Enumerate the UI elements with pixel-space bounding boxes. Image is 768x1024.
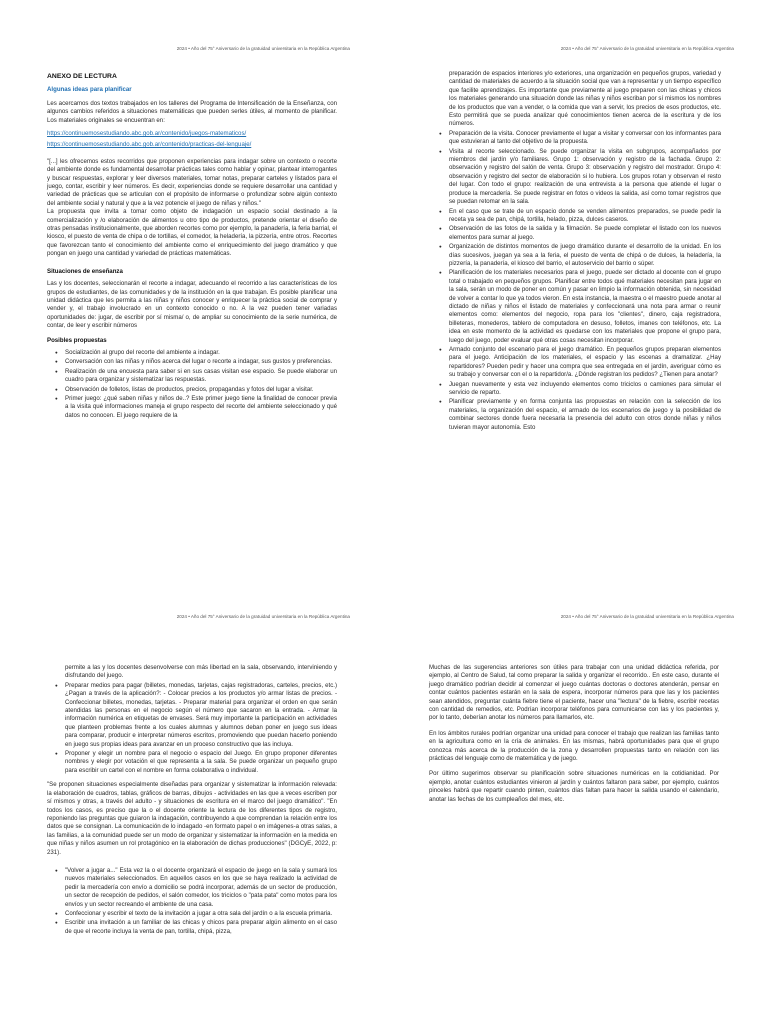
list-item: ● Proponer y elegir un nombre para el negocio o espacio del Juego. En grupo proponer diferentes nombres y elegir por votación el que representa a la sala. Se puede organizar un pequeño grupo para escribir un cartel con el nombre en forma colaborativa o individual. xyxy=(47,750,337,775)
list-item: ● En el caso que se trate de un espacio donde se venden alimentos preparados, se puede pedir la receta ya sea de pan, chipá, tortilla, helado, pizza, dulces caseros. xyxy=(431,208,721,225)
document-page-4 xyxy=(384,512,768,1024)
document-subtitle: Algunas ideas para planificar xyxy=(47,86,132,94)
list-item: ● Armado conjunto del escenario para el juego dramático. En pequeños grupos preparan elementos para el juego. Anticipación de los materiales, el espacio y las escenas a dramatizar. ¿Hay repartidores? Pueden pedir y hacer una compra que sea entregada en el jardín, averiguar cómo es su trabajo y conversar con el o la repartidor/a. ¿Dónde registran los pedidos? ¿Tienen para anotar? xyxy=(431,346,721,380)
document-page-1 xyxy=(0,0,384,512)
quote-paragraph: "[...] les ofrecemos estos recorridos que proponen experiencias para indagar sobre un contexto o recorte del ambiente donde es fundamental desarrollar prácticas tales como hablar y opinar, plantear interrogantes y buscar respuestas, explorar y leer diversos materiales, tomar notas, preparar carteles y listados para el juego, contar, escribir y leer números. Es decir, experiencias donde se requiere desarrollar una cantidad y variedad de prácticas que se articulan con el propósito de informarse o profundizar sobre algún contexto del ambiente social y natural y que a la vez potencie el juego de niñas y niños." xyxy=(47,157,337,207)
proposals-list xyxy=(431,130,721,432)
situations-heading: Situaciones de enseñanza xyxy=(47,267,123,275)
continuation-paragraph: preparación de espacios interiores y/o exteriores, una organización en pequeños grupos, variedad y cantidad de materiales de acuerdo a la situación social que van a representar y un tiempo específico que facilite aprendizajes. Es importante que previamente al juego preparen con las chicas y chicos los materiales generando una situación donde las niñas y niños escriban por sí mismos los nombres de los productos que van a vender, o la comida que van a servir, los precios de esos productos, etc. Esto permitirá que se pueda analizar qué conocimientos tienen acerca de la escritura y de los números. xyxy=(449,70,721,128)
list-item: ● Conversación con las niñas y niños acerca del lugar o recorte a indagar, sus gustos y preferencias. xyxy=(47,358,337,366)
proposals-list-2 xyxy=(47,867,337,936)
link-practicas-del-lenguaje[interactable]: https://continuemosestudiando.abc.gob.ar/contenido/practicas-del-lenguaje/ xyxy=(47,141,252,149)
page-body xyxy=(47,664,337,937)
page-body xyxy=(431,70,721,433)
list-item: ● "Volver a jugar a..." Esta vez la o el docente organizará el espacio de juego en la sala y sumará los nuevos materiales seleccionados. En aquellos casos en los que se haya realizado la actividad de pedir la mercadería con envío a domicilio se podrá incorporar, además de un sector de producción, un sector de recepción de pedidos, el salón comedor, los triciclos o "pata pata" como motos para los envíos y un sector recreando el ambiente de una casa. xyxy=(47,867,337,909)
list-item: ● Organización de distintos momentos de juego dramático durante el desarrollo de la unidad. En los días sucesivos, juegan ya sea a la feria, el puesto de venta de chipá o de dulces, la heladería, la pizzería, la panadería, el kiosco del barrio, el autoservicio del barrio o súper. xyxy=(431,243,721,268)
page-body xyxy=(47,72,337,421)
list-item: ● Visita al recorte seleccionado. Se puede organizar la visita en subgrupos, acompañados por miembros del jardín y/o familiares. Grupo 1: observación y registro de la fachada. Grupo 2: observación y registro del salón de venta. Grupo 3: observación y registro del mostrador. Grupo 4: observación y registro del sector de elaboración si lo hubiera. Los grupos rotan y observan el resto del lugar. Con todo el grupo: realización de una entrevista a la persona que atiende el lugar o produce la mercadería. Se puede registrar en fotos o videos la salida, así como tomar registros que se puedan retomar en la sala. xyxy=(431,148,721,207)
page-header: 2024 • Año del 75° Aniversario de la gratuidad universitaria en la República Argentina xyxy=(560,46,734,51)
rural-paragraph: En los ámbitos rurales podrían organizar una unidad para conocer el trabajo que realizan las familias tanto en la agricultura como en la cría de animales. En las mismas, habrá oportunidades para que el grupo conozca más acerca de la producción de la zona y desarrollen propuestas tanto en relación con las prácticas del lenguaje como de matemática y de juego. xyxy=(429,729,719,763)
proposals-list xyxy=(47,349,337,420)
document-title: ANEXO DE LECTURA xyxy=(47,73,117,80)
list-item: ● Escribir una invitación a un familiar de las chicas y chicos para preparar algún alimento en el caso de que el recorte incluya la venta de pan, tortilla, chipá, pizza, xyxy=(47,919,337,936)
daily-numbers-paragraph: Por último sugerimos observar su planificación sobre situaciones numéricas en la cotidianidad. Por ejemplo, anotar cuántos estudiantes vinieron al jardín y cuántos faltaron para saber, por ejemplo, cuántos pinceles habrá que repartir cuando pinten, cuántos días faltan para hacer la salida usando el calendario, anotar las fechas de los cumpleaños del mes, etc. xyxy=(429,770,719,803)
list-item: ● Observación de folletos, listas de productos, precios, propagandas y fotos del lugar a visitar. xyxy=(47,386,337,394)
intro-paragraph: Les acercamos dos textos trabajados en los talleres del Programa de Intensificación de la Enseñanza, con algunos cambios referidos a situaciones matemáticas que pueden serles útiles, al momento de planificar. Los materiales originales se encuentran en: xyxy=(47,99,337,124)
health-center-paragraph: Muchas de las sugerencias anteriores son útiles para trabajar con una unidad didáctica referida, por ejemplo, al Centro de Salud, tal como preparar la salida y organizar el recorrido.. En este caso, durante el juego dramático podrían decidir al comenzar el juego cuántas doctoras o doctores atenderán, pensar en contar cuántos pacientes estarán en la sala de espera, incorporar números para que las y los pacientes sean atendidos, preguntar cuánta fiebre tiene el paciente, hacer una "lectura" de la fiebre, escribir recetas con cantidad de remedios, etc. Podrían incorporar teléfonos para comunicarse con las y los pacientes y, por lo tanto, deberían anotar los números para llamarlos, etc. xyxy=(429,664,719,722)
list-item: ● Socialización al grupo del recorte del ambiente a indagar. xyxy=(47,349,337,357)
list-item: ● Planificación de los materiales necesarios para el juego, puede ser dictado al docente con el grupo total o trabajado en pequeños grupos. Planificar entre todos qué materiales necesitan para jugar en la sala, serán un modo de poner en común y pasar en limpio la información obtenida, sin necesidad de volver a contar lo que ya todos vieron. En esta instancia, la maestra o el maestro puede anotar al dictado de niñas y niños el listado de materiales y confeccionará una nota para armar o reunir elementos como: elementos del negocio, ropa para los "clientes", dinero, caja registradora, billeteras, monederos, tablero de computadora en desuso, folletos, imanes con teléfonos, etc. La idea en este momento de la actividad es quedarse con los materiales que propone el grupo para, luego del juego, poder evaluar qué otras cosas necesitan incorporar. xyxy=(431,269,721,345)
page-header: 2024 • Año del 75° Aniversario de la gratuidad universitaria en la República Argentina xyxy=(560,614,734,619)
proposals-list xyxy=(47,682,337,775)
page-header: 2024 • Año del 75° Aniversario de la gratuidad universitaria en la República Argentina xyxy=(176,614,350,619)
proposal-paragraph: La propuesta que invita a tomar como objeto de indagación un espacio social destinado a la comercialización y /o elaboración de alimentos u otro tipo de productos, pretende orientar el diseño de otras pensadas institucionalmente, que aborden recortes como por ejemplo, la panadería, la feria barrial, el kiosco, el puesto de venta de chipa o de tortillas, el comedor, la heladería, la pizzería, entre otros. Recortes que favorezcan tanto el conocimiento del ambiente como el enriquecimiento del juego dramático y que pongan en juego una cantidad y variedad de prácticas matemáticas. xyxy=(47,208,337,258)
list-item: ● Confeccionar y escribir el texto de la invitación a jugar a otra sala del jardín o a la escuela primaria. xyxy=(47,910,337,918)
continuation-paragraph: permite a las y los docentes desenvolverse con más libertad en la sala, observando, interviniendo y disfrutando del juego. xyxy=(65,664,337,680)
list-item: ● Observación de las fotos de la salida y la filmación. Se puede completar el listado con los nuevos elementos para sumar al juego. xyxy=(431,225,721,242)
possible-proposals-heading: Posibles propuestas xyxy=(47,336,107,344)
list-item: ● Realización de una encuesta para saber si en sus casas visitan ese espacio. Se puede elaborar un cuadro para organizar y sistematizar las respuestas. xyxy=(47,368,337,385)
list-item: ● Juegan nuevamente y esta vez incluyendo elementos como triciclos o camiones para simular el servicio de reparto. xyxy=(431,381,721,398)
document-page-3 xyxy=(0,512,384,1024)
list-item: ● Preparar medios para pagar (billetes, monedas, tarjetas, cajas registradoras, carteles, precios, etc.) ¿Pagan a través de la aplicación?: - Colocar precios a los productos y/o armar listas de precios. - Confeccionar billetes, monedas, tarjetas. - Preparar material para organizar el orden en que serán atendidas las personas en el negocio según el número que sacaron en la entrada. - Armar la información numérica en etiquetas de envases. Será muy importante la participación en actividades que planteen problemas frente a los cuales alumnas y alumnos deban poner en juego sus ideas para comparar, producir e interpretar números escritos, promoviendo que puedan hacerlo poniendo en juego sus propias ideas para avanzar en un proceso constructivo que las incluya. xyxy=(47,682,337,749)
list-item: ● Planificar previamente y en forma conjunta las propuestas en relación con la selección de los materiales, la organización del espacio, el armado de los escenarios de juego y la posibilidad de combinar sectores donde fuera necesaria la presencia del adulto con otros donde niñas y niños tuvieran mayor autonomía. Esto xyxy=(431,398,721,432)
page-header: 2024 • Año del 75° Aniversario de la gratuidad universitaria en la República Argentina xyxy=(176,46,350,51)
link-juegos-matematicos[interactable]: https://continuemosestudiando.abc.gob.ar/contenido/juegos-matematicos/ xyxy=(47,130,247,137)
situations-paragraph: Las y los docentes, seleccionarán el recorte a indagar, adecuando el recorrido a las características de los grupos de estudiantes, de las comunidades y de la institución en la que trabajan. Es posible planificar una unidad didáctica que les permita a las niñas y niños conocer y enriquecer la práctica social de comprar y vender y, el trabajo involucrado en un contexto conocido o no. A la vez pueden tener variadas oportunidades de: jugar, de escribir por sí misma/ o, de ampliar su conocimiento de la serie numérica, de contar, de leer y escribir números xyxy=(47,280,337,330)
list-item: ● Primer juego: ¿qué saben niñas y niños de..? Este primer juego tiene la finalidad de conocer previa a la visita qué informaciones maneja el grupo respecto del recorte del ambiente seleccionado y qué datos no conocen. El juego requiere de la xyxy=(47,395,337,420)
document-page-2 xyxy=(384,0,768,512)
quote-paragraph: "Se proponen situaciones especialmente diseñadas para organizar y sistematizar la información relevada: la elaboración de cuadros, tablas, gráficos de barras, dibujos - actividades en las que a veces escriben por sí mismos y otras, a través del adulto - y situaciones de escritura en el marco del juego dramático". "En todos los casos, es preciso que la o el docente oriente la lectura de los diferentes tipos de registro, reponiendo las preguntas que guiaron la indagación, contribuyendo a que comprendan la relación entre los datos que se consignan. La comunicación de lo indagado -en formato papel o en imágenes-a otras salas, a las familias, a la comunidad puede ser un modo de organizar y sistematizar la información en la medida en que niñas y niños asumen un rol protagónico en la elaboración de dichas producciones" (DGCyE, 2022, p: 231). xyxy=(47,781,337,856)
page-body xyxy=(429,664,719,809)
list-item: ● Preparación de la visita. Conocer previamente el lugar a visitar y conversar con los informantes para que estuvieran al tanto del objetivo de la propuesta. xyxy=(431,130,721,147)
